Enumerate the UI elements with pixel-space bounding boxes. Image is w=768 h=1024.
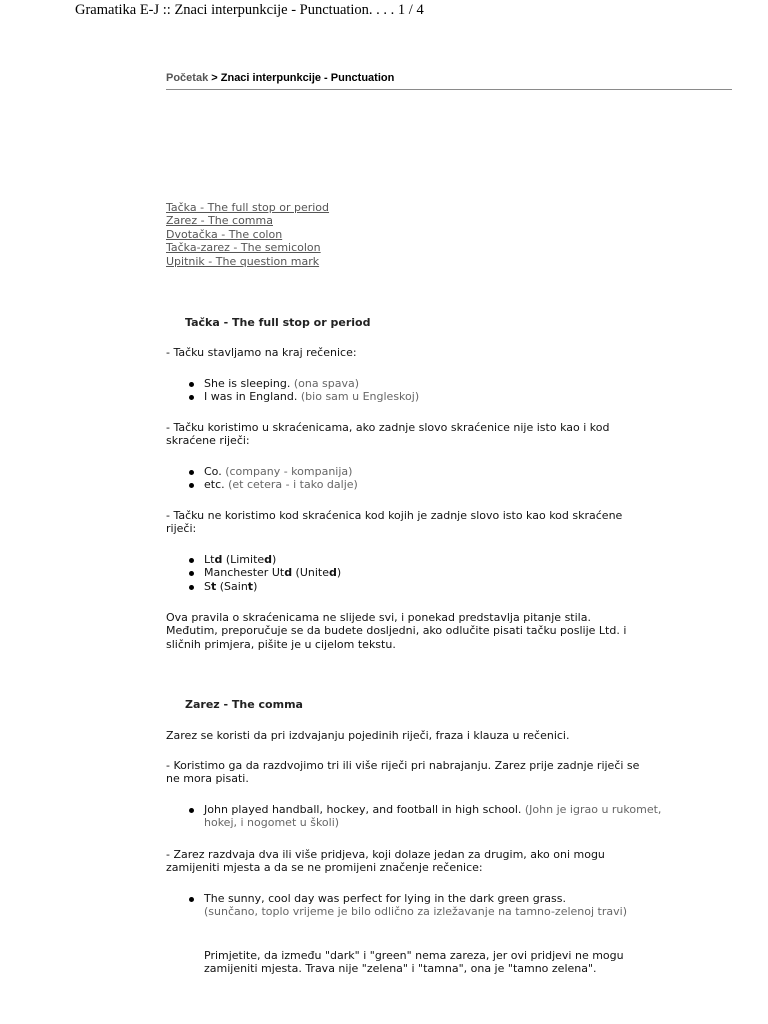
toc-link-comma[interactable]: Zarez - The comma <box>166 214 273 228</box>
translation-text: (bio sam u Engleskoj) <box>300 390 420 404</box>
list-item <box>188 803 664 830</box>
list-item <box>188 478 358 491</box>
example-list <box>188 465 358 492</box>
example-text: I was in England. <box>204 390 298 404</box>
word-part: (Sain <box>216 579 248 593</box>
list-item <box>188 566 341 579</box>
abbr-part: S <box>204 579 211 593</box>
abbr-bold-letter: d <box>214 553 223 566</box>
breadcrumb-current: Znaci interpunkcije - Punctuation <box>220 72 395 84</box>
list-item <box>188 377 419 390</box>
closing-paren: ) <box>336 566 342 580</box>
word-part: (Limite <box>222 553 265 566</box>
word-bold-letter: d <box>264 553 273 566</box>
example-list <box>188 553 341 593</box>
example-text: Co. <box>204 465 222 478</box>
example-list <box>188 803 664 830</box>
section-heading-full-stop: Tačka - The full stop or period <box>185 316 371 329</box>
closing-paren: ) <box>272 553 277 566</box>
toc-link-semicolon[interactable]: Tačka-zarez - The semicolon <box>166 241 321 255</box>
abbr-bold-letter: t <box>210 579 217 593</box>
paragraph: - Tačku koristimo u skraćenicama, ako zadnje slovo skraćenice nije isto kao i kod skraćene riječi: <box>166 421 610 448</box>
translation-text: (sunčano, toplo vrijeme je bilo odlično za izležavanje na tamno-zelenoj travi) <box>204 905 627 919</box>
paragraph: - Koristimo ga da razdvojimo tri ili više riječi pri nabrajanju. Zarez prije zadnje riječi se ne mora pisati. <box>166 759 640 786</box>
breadcrumb-home-link[interactable]: Početak <box>166 72 209 84</box>
paragraph: - Zarez razdvaja dva ili više pridjeva, koji dolaze jedan za drugim, ako oni mogu zamijeniti mjesta a da se ne promijeni značenje rečenice: <box>166 848 605 875</box>
section-heading-comma: Zarez - The comma <box>185 698 303 711</box>
list-item <box>188 465 358 478</box>
translation-text: (John je igrao u rukomet, hokej, i nogomet u školi) <box>204 803 662 830</box>
translation-text: (company - kompanija) <box>225 465 353 478</box>
example-text: She is sleeping. <box>204 377 291 390</box>
example-text: The sunny, cool day was perfect for lying in the dark green grass. <box>204 892 566 905</box>
list-item <box>188 553 341 566</box>
toc-link-question-mark[interactable]: Upitnik - The question mark <box>166 254 320 268</box>
abbr-part: Lt <box>204 553 215 566</box>
abbr-bold-letter: d <box>284 566 293 580</box>
word-bold-letter: t <box>247 579 254 593</box>
list-item <box>188 892 664 919</box>
breadcrumb <box>166 72 732 90</box>
example-text: John played handball, hockey, and football in high school. <box>204 803 522 816</box>
paragraph: - Tačku ne koristimo kod skraćenica kod kojih je zadnje slovo isto kao kod skraćene riječi: <box>166 509 623 536</box>
toc-link-full-stop[interactable]: Tačka - The full stop or period <box>166 201 330 214</box>
breadcrumb-separator: > <box>208 72 221 84</box>
paragraph: Zarez se koristi da pri izdvajanju pojedinih riječi, fraza i klauza u rečenici. <box>166 729 570 742</box>
translation-text: (ona spava) <box>293 377 360 390</box>
example-list <box>188 892 664 919</box>
word-part: (Unite <box>292 566 330 580</box>
example-text: etc. <box>204 478 225 492</box>
toc-link-colon[interactable]: Dvotačka - The colon <box>166 227 283 241</box>
list-item <box>188 580 341 593</box>
paragraph: - Tačku stavljamo na kraj rečenice: <box>166 346 357 359</box>
example-list <box>188 377 419 404</box>
note-paragraph: Primjetite, da između "dark" i "green" nema zareza, jer ovi pridjevi ne mogu zamijeniti mjesta. Trava nije "zelena" i "tamna", ona je "tamno zelena". <box>204 949 624 976</box>
word-bold-letter: d <box>329 566 337 580</box>
print-header: Gramatika E-J :: Znaci interpunkcije - Punctuation. . . . 1 / 4 <box>75 2 424 18</box>
translation-text: (et cetera - i tako dalje) <box>228 478 358 492</box>
closing-paren: ) <box>253 579 258 593</box>
paragraph: Ova pravila o skraćenicama ne slijede svi, i ponekad predstavlja pitanje stila. Međutim, preporučuje se da budete dosljedni, ako odlučite pisati tačku poslije Ltd. i sličnih primjera, pišite je u cijelom tekstu. <box>166 611 627 651</box>
list-item <box>188 390 419 403</box>
abbr-part: Manchester Ut <box>204 566 285 580</box>
table-of-contents <box>166 201 329 268</box>
